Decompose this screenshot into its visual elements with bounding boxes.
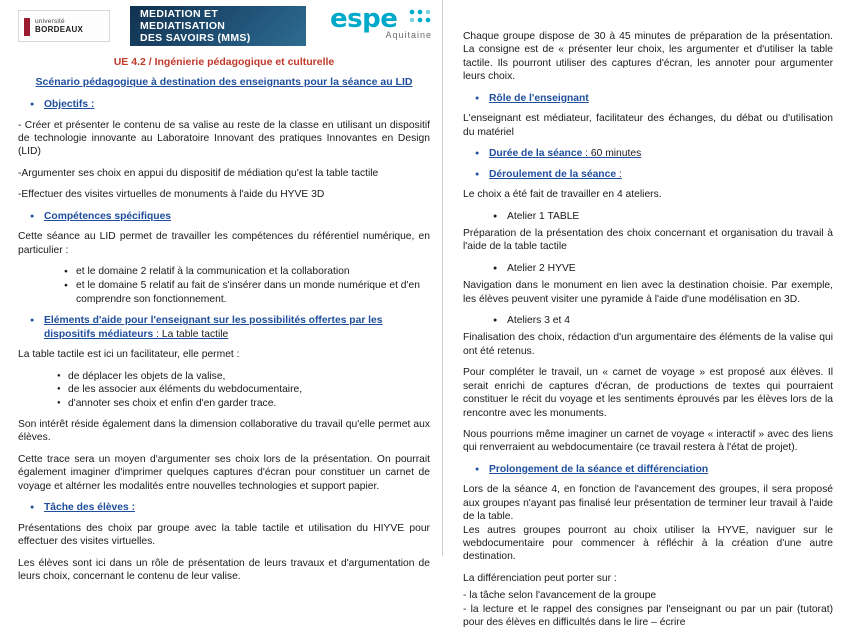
differenciation-item-2: - la lecture et le rappel des consignes par l'enseignant ou par un pair (tutorat) pour des élèves en difficultés dans le lire – écrire [463, 603, 833, 628]
paragraph-interet: Son intérêt réside également dans la dimension collaborative du travail qu'elle permet aux élèves. [18, 419, 430, 444]
section-elements-heading [44, 314, 430, 341]
section-elements-heading-suffix: : La table tactile [153, 328, 229, 340]
atelier-1-text: Préparation de la présentation des choix concernant et organisation du travail à l'aide de la table tactile [463, 228, 833, 253]
atelier-2-text: Navigation dans le monument en lien avec la destination choisie. Par exemple, les élèves peuvent visiter une pyramide à l'aide d'une modélisation en 3D. [463, 280, 833, 305]
espe-wordmark: espe [330, 4, 398, 34]
objectif-item-2: -Argumenter ses choix en appui du dispositif de médiation qu'est la table tactile [18, 167, 379, 179]
competences-intro: Cette séance au LID permet de travailler les compétences du référentiel numérique, en particulier : [18, 231, 430, 256]
section-deroulement-heading [489, 168, 833, 182]
table-tactile-intro: La table tactile est ici un facilitateur, elle permet : [18, 349, 240, 361]
list-item: ● de les associer aux éléments du webdocumentaire, [68, 383, 430, 396]
list-item: ● d'annoter ses choix et enfin d'en garder trace. [68, 397, 430, 410]
mms-banner [130, 6, 306, 46]
atelier-2-heading: ● Atelier 2 HYVE [507, 262, 833, 275]
list-item: ● et le domaine 2 relatif à la communication et la collaboration [76, 265, 430, 278]
differenciation-item-1: - la tâche selon l'avancement de la groupe [463, 590, 657, 602]
section-duree-heading [489, 147, 833, 161]
mms-line1: MEDIATION ET MEDIATISATION [140, 8, 226, 32]
paragraph-autres-groupes: Les autres groupes pourront au choix utiliser la HYVE, naviguer sur le webdocumentaire pour commencer à réfléchir à la création d'une autre destination. [463, 524, 833, 563]
tache-text: Présentations des choix par groupe avec la table tactile et utilisation du HIYVE pour effectuer des visites virtuelles. [18, 522, 430, 548]
logo-accent-bar [24, 18, 30, 36]
objectif-item-3: -Effectuer des visites virtuelles de monuments à l'aide du HYVE 3D [18, 189, 325, 201]
header-banner [18, 6, 430, 50]
section-deroulement-suffix: : [616, 168, 622, 180]
section-objectifs-heading: ● Objectifs : [44, 98, 430, 112]
section-role-enseignant-heading: ● Rôle de l'enseignant [489, 92, 833, 106]
section-duree-value: : 60 minutes [582, 148, 642, 160]
espe-logo [330, 6, 438, 48]
section-duree-heading-text: Durée de la séance [489, 148, 583, 160]
ateliers-3-4-heading: ● Ateliers 3 et 4 [507, 314, 833, 327]
page-title: Scénario pédagogique à destination des enseignants pour la séance au LID [35, 76, 413, 88]
table-tactile-list [18, 370, 430, 410]
espe-subtitle: Aquitaine [385, 30, 432, 40]
university-bordeaux-line2: BORDEAUX [35, 25, 84, 34]
differenciation-intro: La différenciation peut porter sur : [463, 572, 617, 584]
paragraph-trace: Cette trace sera un moyen d'argumenter ses choix lors de la présentation. On pourrait également imaginer d'imprimer quelques captures d'écran pour constituer un carnet de voyage et altérner les modalités entre nouvelles technologies et support papier. [18, 453, 430, 492]
mms-line2: DES SAVOIRS (MMS) [140, 32, 251, 44]
espe-dots-icon [408, 8, 434, 30]
paragraph-role-eleves: Les élèves sont ici dans un rôle de présentation de leurs travaux et d'argumentation de leurs choix, concernant le contenu de leur valise. [18, 557, 430, 582]
section-tache-heading: ● Tâche des élèves : [44, 501, 430, 515]
paragraph-carnet-interactif: Nous pourrions même imaginer un carnet de voyage « interactif » avec des liens qui renverraient au webdocumentaire (ce travail restera à l'état de projet). [463, 428, 833, 454]
section-competences-heading: ● Compétences spécifiques [44, 210, 430, 224]
list-item: ● de déplacer les objets de la valise, [68, 370, 430, 383]
role-enseignant-text: L'enseignant est médiateur, facilitateur des échanges, du débat ou d'utilisation du matériel [463, 113, 833, 138]
deroulement-intro: Le choix a été fait de travailler en 4 ateliers. [463, 189, 662, 201]
competences-list [18, 265, 430, 306]
section-deroulement-heading-text: Déroulement de la séance [489, 168, 617, 180]
university-bordeaux-logo [18, 10, 110, 42]
left-column [0, 0, 442, 591]
course-reference: UE 4.2 / Ingénierie pédagogique et culturelle [113, 56, 335, 68]
section-elements-heading-text: Eléments d'aide pour l'enseignant sur les possibilités offertes par les dispositifs médiateurs [44, 315, 383, 340]
objectif-item-1: - Créer et présenter le contenu de sa valise au reste de la classe en utilisant un dispositif de technologie innovante au Laboratoire Innovant des pratiques Innovantes en Design (LID) [18, 119, 430, 158]
list-item: ● et le domaine 5 relatif au fait de s'insérer dans un monde numérique et d'en comprendre son fonctionnement. [76, 279, 430, 306]
paragraph-seance-4: Lors de la séance 4, en fonction de l'avancement des groupes, il sera proposé aux groupes n'ayant pas finalisé leur présentation de terminer leur travail à l'aide de la table. [463, 484, 833, 523]
university-bordeaux-line1: université [35, 18, 65, 25]
right-column [443, 0, 847, 637]
paragraph-carnet-voyage: Pour compléter le travail, un « carnet de voyage » est proposé aux élèves. Il serait enrichi de captures d'écran, de productions de textes qui pourraient constituer le récit du voyage et les sentiments éprouvés par les élèves lors de la rencontre avec les monuments. [463, 367, 833, 419]
ateliers-3-4-text: Finalisation des choix, rédaction d'un argumentaire des éléments de la valise qui ont été retenus. [463, 332, 833, 357]
paragraph-groupes: Chaque groupe dispose de 30 à 45 minutes de préparation de la présentation. La consigne est de « présenter leur choix, les argumenter et d'utiliser la table tactile. Ils pourront utiliser des captures d'écran, les annoter pour argumenter leurs choix. [463, 31, 833, 83]
section-prolongement-heading: ● Prolongement de la séance et différenciation [489, 463, 833, 477]
atelier-1-heading: ● Atelier 1 TABLE [507, 210, 833, 223]
